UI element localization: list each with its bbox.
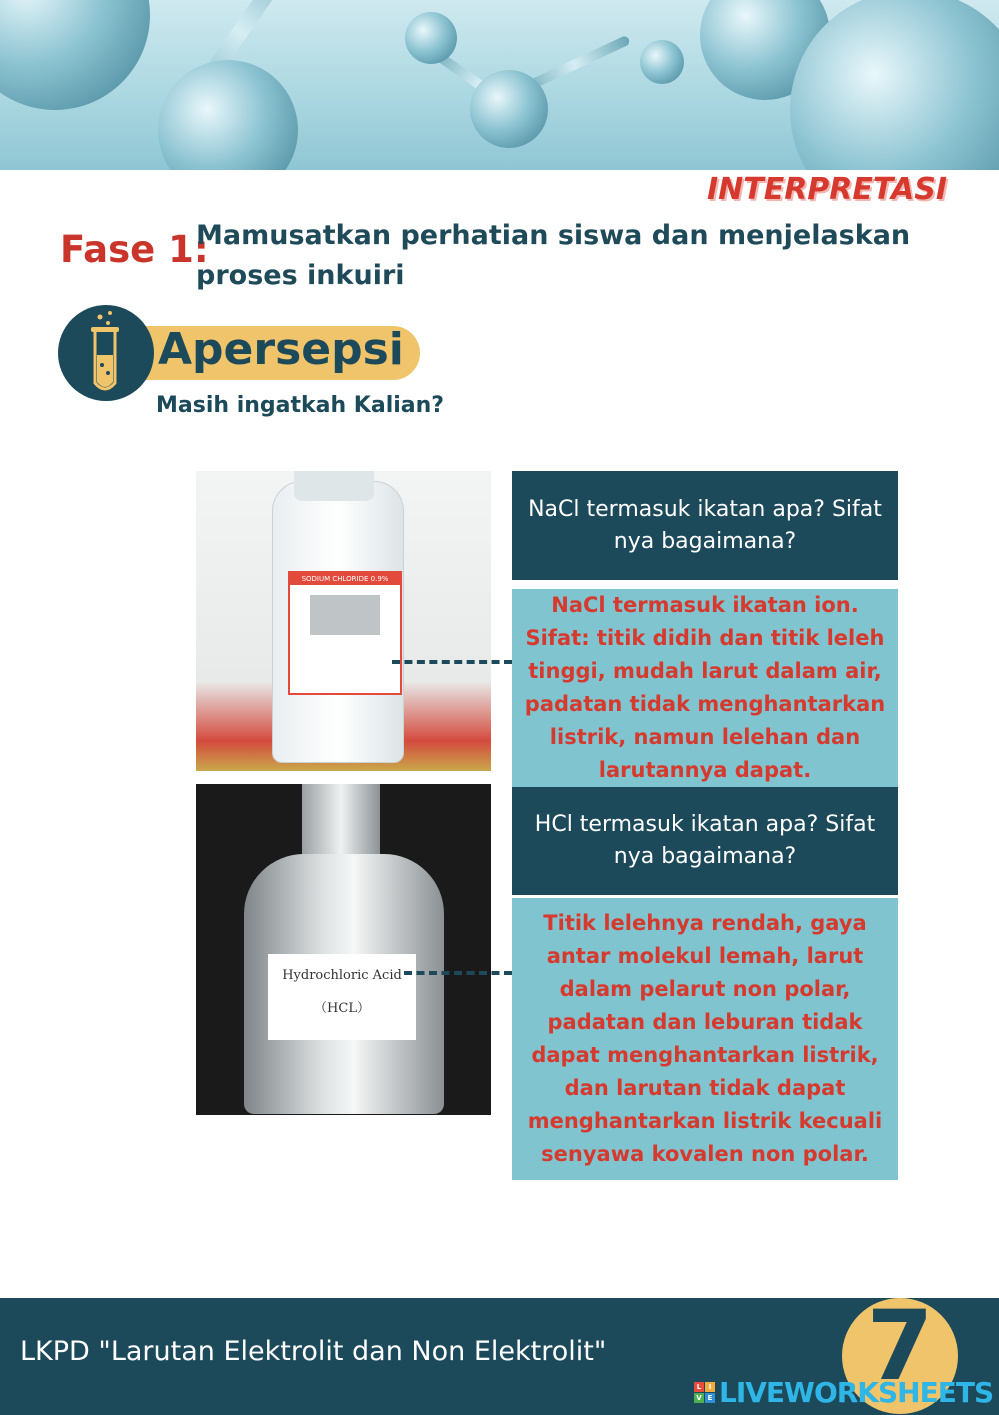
answer-box [512, 589, 898, 787]
phase-description: Mamusatkan perhatian siswa dan menjelaskan proses inkuiri [196, 220, 911, 291]
question-text: NaCl termasuk ikatan apa? Sifat nya bagaimana? [528, 496, 882, 554]
answer-text: Titik lelehnya rendah, gaya antar molekul lemah, larut dalam pelarut non polar, padatan dan leburan tidak dapat menghantarkan listrik, dan larutan tidak dapat menghantarkan listrik kecuali senyawa kovalen non polar. [527, 911, 883, 1166]
footer-title: LKPD "Larutan Elektrolit dan Non Elektrolit" [20, 1336, 607, 1367]
hcl-bottle-photo [196, 784, 491, 1115]
hcl-bottle-label: Hydrochloric Acid [282, 968, 402, 983]
page-number: 7 [866, 1290, 934, 1402]
connector-line [404, 971, 512, 975]
apersepsi-title: Apersepsi [158, 324, 404, 375]
liveworksheets-logo-icon: L I V E [694, 1382, 715, 1403]
header-banner-image [0, 0, 999, 170]
liveworksheets-watermark[interactable] [694, 1376, 993, 1409]
answer-box [512, 898, 898, 1180]
nacl-bottle-photo [196, 471, 491, 771]
liveworksheets-text: LIVEWORKSHEETS [719, 1376, 994, 1409]
question-box [512, 471, 898, 580]
question-text: HCl termasuk ikatan apa? Sifat nya bagaimana? [534, 812, 876, 869]
test-tube-icon [58, 305, 154, 401]
phase-label: Fase 1: [60, 228, 209, 271]
question-box [512, 787, 898, 895]
nacl-bottle-label: SODIUM CHLORIDE 0.9% [290, 573, 400, 585]
section-tag: INTERPRETASI [706, 172, 947, 207]
answer-text: NaCl termasuk ikatan ion. Sifat: titik didih dan titik leleh tinggi, mudah larut dalam air, padatan tidak menghantarkan listrik, namun lelehan dan larutannya dapat. [524, 593, 886, 782]
hcl-bottle-formula: （HCL） [314, 1001, 370, 1016]
connector-line [392, 660, 512, 664]
apersepsi-subtitle: Masih ingatkah Kalian? [156, 393, 445, 418]
apersepsi-badge [58, 305, 154, 401]
